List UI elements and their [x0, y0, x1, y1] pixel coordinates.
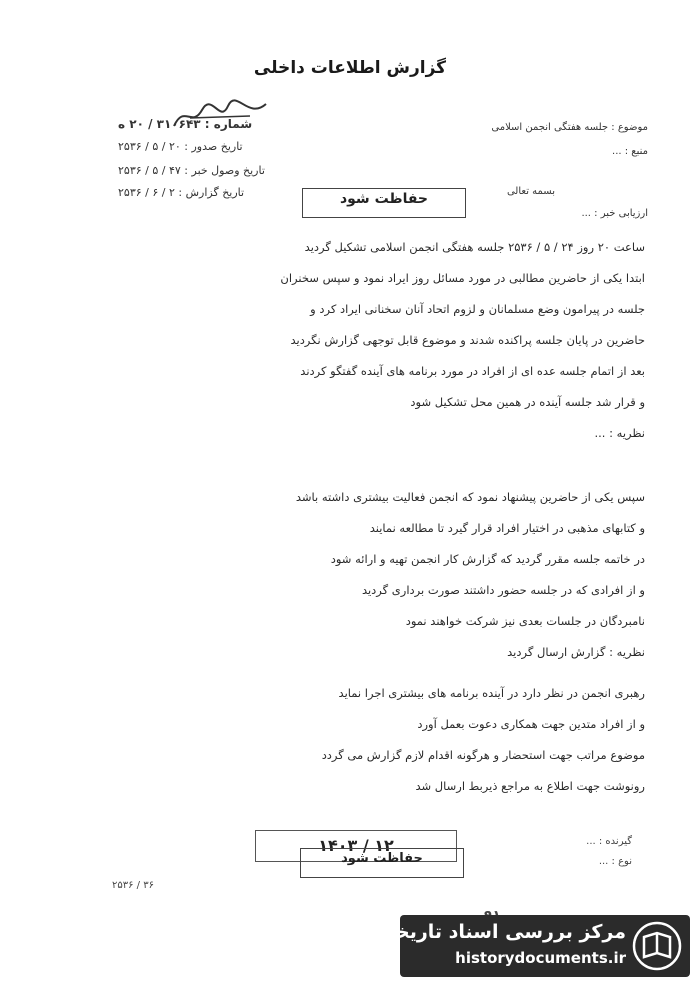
- watermark-url: historydocuments.ir: [455, 949, 626, 967]
- text-line: و از افراد متدین جهت همکاری دعوت بعمل آورد: [417, 717, 645, 731]
- subject-line: موضوع : جلسه هفتگی انجمن اسلامی: [491, 122, 648, 133]
- classification-stamp: حفاظت شود: [302, 188, 466, 218]
- side-stamp: بسمه تعالی: [506, 186, 555, 197]
- text-line: موضوع مراتب جهت استحضار و هرگونه اقدام لازم گزارش می گردد: [321, 748, 645, 762]
- text-line: بعد از اتمام جلسه عده ای از افراد در مورد برنامه های آینده گفتگو کردند: [300, 364, 645, 378]
- document-title: گزارش اطلاعات داخلی: [253, 58, 447, 78]
- text-line: ساعت ۲۰ روز ۲۴ / ۵ / ۲۵۳۶ جلسه هفتگی انجمن اسلامی تشکیل گردید: [304, 240, 645, 254]
- signature-number-box: ۱۴۰۳ / ۱۲: [255, 830, 457, 862]
- text-line: جلسه در پیرامون وضع مسلمانان و لزوم اتحاد آنان سخنانی ایراد کرد و: [310, 302, 645, 316]
- watermark-title: مرکز بررسی اسناد تاریخی: [376, 921, 626, 943]
- footer-right-note-2: نوع : ...: [598, 856, 632, 867]
- watermark-logo: [376, 915, 690, 977]
- text-line: سپس یکی از حاضرین پیشنهاد نمود که انجمن فعالیت بیشتری داشته باشد: [295, 490, 645, 504]
- paragraph-3: [55, 678, 645, 802]
- book-icon: [632, 921, 682, 971]
- footer-left-note: ۳۶ / ۲۵۳۶: [112, 880, 154, 891]
- text-line: نظریه : گزارش ارسال گردید: [507, 645, 645, 659]
- text-line: رهبری انجمن در نظر دارد در آینده برنامه های بیشتری اجرا نماید: [338, 686, 645, 700]
- paragraph-1: [55, 232, 645, 449]
- signature-stamp: حفاظت شود: [300, 848, 464, 878]
- text-line: نظریه : ...: [594, 426, 645, 440]
- topic-line: ارزیابی خبر : ...: [581, 208, 648, 219]
- text-line: و قرار شد جلسه آینده در همین محل تشکیل شود: [410, 395, 645, 409]
- handwritten-signature: [170, 98, 270, 132]
- date-event: تاریخ وصول خبر : ۴۷ / ۵ / ۲۵۳۶: [118, 164, 265, 177]
- text-line: ابتدا یکی از حاضرین مطالبی در مورد مسائل روز ایراد نمود و سپس سخنران: [280, 271, 645, 285]
- text-line: رونوشت جهت اطلاع به مراجع ذیربط ارسال شد: [415, 779, 645, 793]
- text-line: نامبردگان در جلسات بعدی نیز شرکت خواهند نمود: [405, 614, 645, 628]
- document-number: شماره : ۳۱۰۶۴۳ / ۲۰ ه: [118, 117, 253, 131]
- text-line: و از افرادی که در جلسه حضور داشتند صورت برداری گردید: [361, 583, 645, 597]
- date-report: تاریخ گزارش : ۲ / ۶ / ۲۵۳۶: [118, 186, 245, 199]
- text-line: حاضرین در پایان جلسه پراکنده شدند و موضوع قابل توجهی گزارش نگردید: [290, 333, 645, 347]
- footer-right-note: گیرنده : ...: [586, 836, 632, 847]
- date-issued: تاریخ صدور : ۲۰ / ۵ / ۲۵۳۶: [118, 140, 243, 153]
- text-line: در خاتمه جلسه مقرر گردید که گزارش کار انجمن تهیه و ارائه شود: [330, 552, 645, 566]
- text-line: و کتابهای مذهبی در اختیار افراد قرار گیرد تا مطالعه نمایند: [369, 521, 645, 535]
- paragraph-2: [55, 482, 645, 668]
- source-line: منبع : ...: [612, 146, 648, 157]
